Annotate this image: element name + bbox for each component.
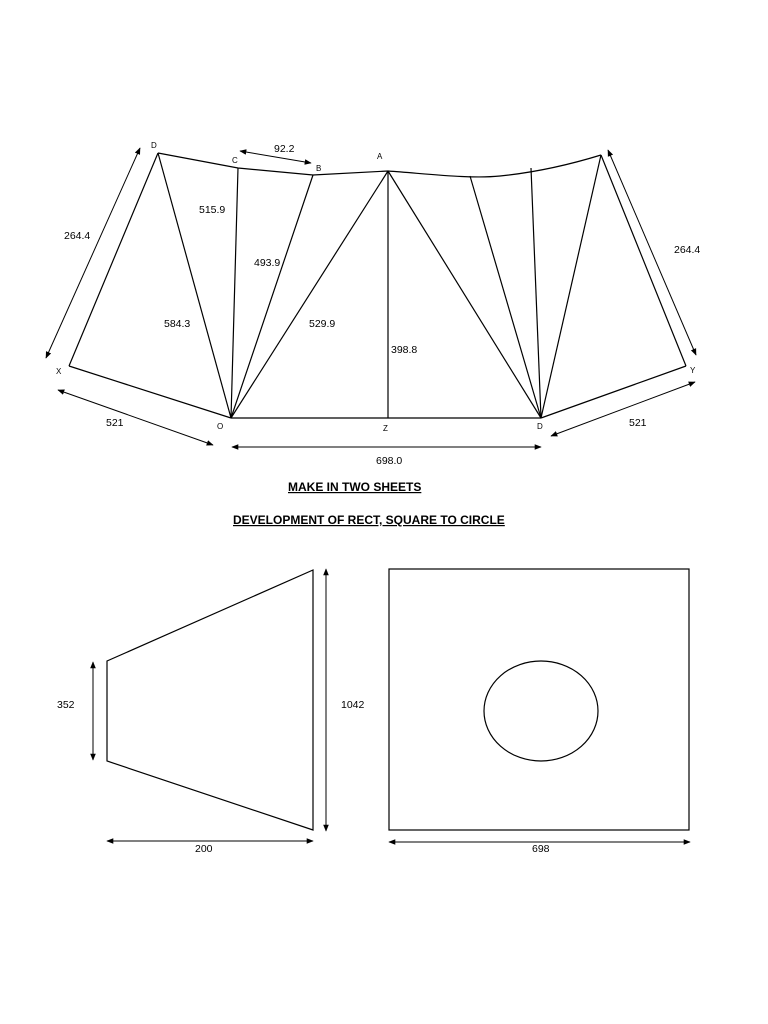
circular-opening <box>484 661 598 761</box>
development-pattern <box>46 141 700 467</box>
dim-arrow-left-edge <box>46 148 140 358</box>
edge-d2-y <box>541 366 686 418</box>
plate-outline <box>389 569 689 830</box>
point-label-o: O <box>217 422 224 431</box>
point-label-z: Z <box>383 424 388 433</box>
dim-base-dy: 521 <box>629 417 647 429</box>
point-label-a: A <box>377 152 383 161</box>
square-plate <box>389 569 690 855</box>
dim-base-xo: 521 <box>106 417 124 429</box>
drawing-title: DEVELOPMENT OF RECT, SQUARE TO CIRCLE <box>233 513 505 527</box>
line-d2-r3 <box>541 155 601 418</box>
dim-trap-small-side: 352 <box>57 699 75 711</box>
dim-base-od: 698.0 <box>376 455 403 467</box>
dim-edge-right: 264.4 <box>674 244 701 256</box>
dim-plate-width: 698 <box>532 843 550 855</box>
line-o-a <box>231 171 388 418</box>
line-o-b <box>231 175 313 418</box>
dim-trap-length: 200 <box>195 843 213 855</box>
edge-x-o <box>69 366 231 418</box>
dim-line-oc: 515.9 <box>199 204 226 216</box>
dim-line-od: 584.3 <box>164 318 191 330</box>
dim-arrow-dy <box>551 382 695 436</box>
line-o-d <box>158 153 231 418</box>
dim-arrow-xo <box>58 390 213 445</box>
point-label-x: X <box>56 367 62 376</box>
trapezoid-panel <box>57 569 365 855</box>
point-label-b: B <box>316 164 322 173</box>
line-o-c <box>231 168 238 418</box>
point-label-c: C <box>232 156 238 165</box>
edge-r3-y <box>601 155 686 366</box>
dim-edge-left: 264.4 <box>64 230 91 242</box>
dim-arc-cb: 92.2 <box>274 143 295 155</box>
dim-line-ob: 493.9 <box>254 257 281 269</box>
point-label-d-right: D <box>537 422 543 431</box>
point-label-d-left: D <box>151 141 157 150</box>
dim-line-az: 398.8 <box>391 344 418 356</box>
trapezoid-outline <box>107 570 313 830</box>
dim-trap-large-side: 1042 <box>341 699 365 711</box>
line-d2-r1 <box>470 176 541 418</box>
line-d2-r2 <box>531 168 541 418</box>
point-label-y: Y <box>690 366 696 375</box>
dim-line-oa: 529.9 <box>309 318 336 330</box>
note-two-sheets: MAKE IN TWO SHEETS <box>288 480 422 494</box>
edge-d-x <box>69 153 158 366</box>
line-a-d2 <box>388 171 541 418</box>
